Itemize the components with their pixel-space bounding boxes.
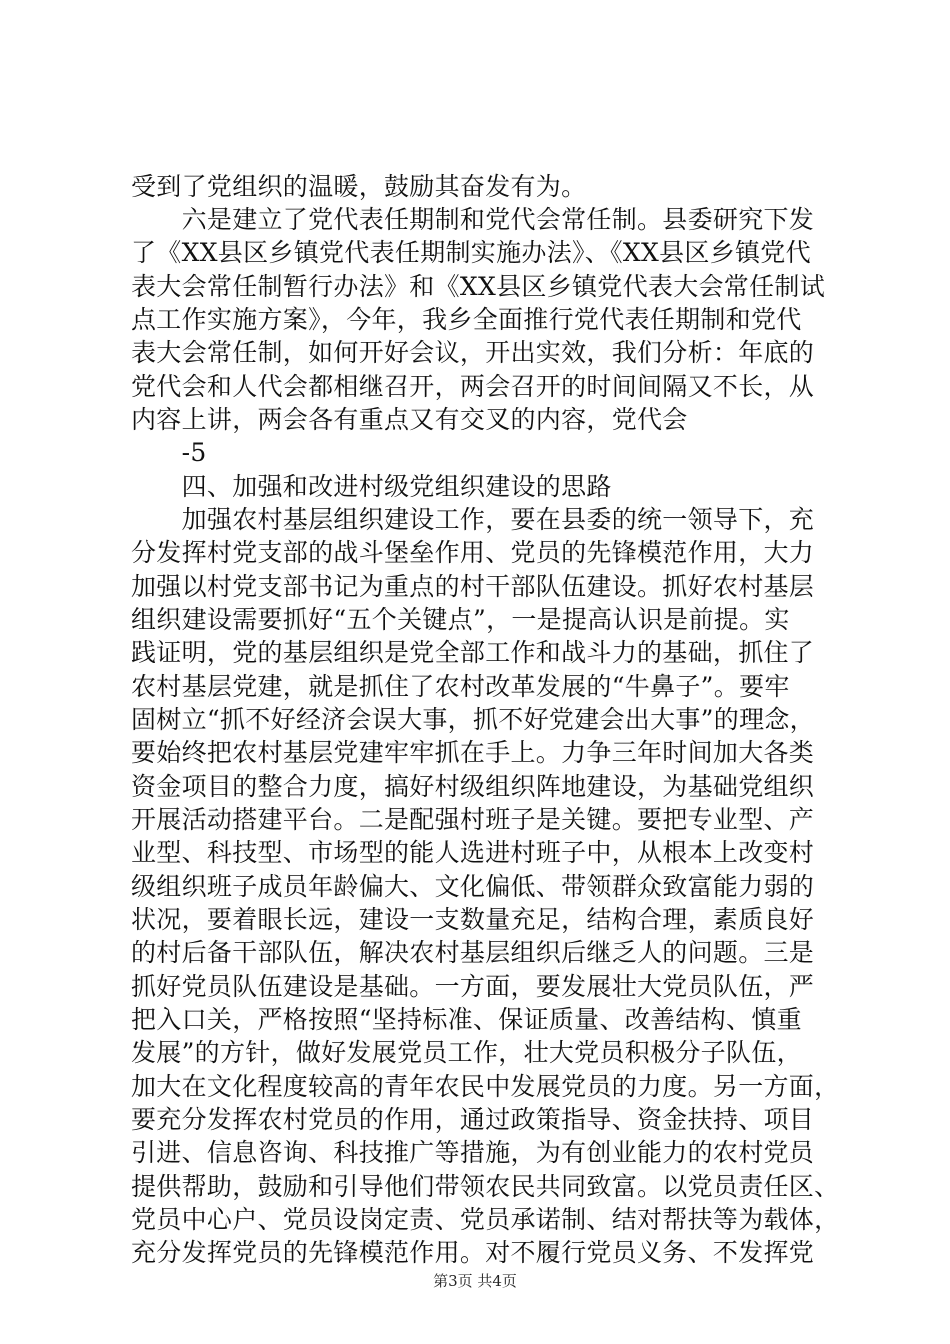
- text-line: 状况，要着眼长远，建设一支数量充足，结构合理，素质良好: [131, 905, 815, 934]
- text-line: 表大会常任制暂行办法》和《XX县区乡镇党代表大会常任制试: [131, 272, 825, 301]
- page-footer: 第3页 共4页: [433, 1272, 517, 1290]
- text-line: 践证明，党的基层组织是党全部工作和战斗力的基础，抓住了: [131, 638, 815, 667]
- text-line: 抓好党员队伍建设是基础。一方面，要发展壮大党员队伍，严: [131, 972, 815, 1001]
- text-line: 内容上讲，两会各有重点又有交叉的内容，党代会: [131, 405, 688, 434]
- text-line: 点工作实施方案》，今年，我乡全面推行党代表任期制和党代: [131, 305, 802, 334]
- text-line: 的村后备干部队伍，解决农村基层组织后继乏人的问题。三是: [131, 938, 815, 967]
- text-line: 充分发挥党员的先锋模范作用。对不履行党员义务、不发挥党: [131, 1238, 815, 1267]
- text-line: 开展活动搭建平台。二是配强村班子是关键。要把专业型、产: [131, 805, 815, 834]
- text-line: 加强农村基层组织建设工作，要在县委的统一领导下，充: [131, 505, 815, 534]
- text-line: 了《XX县区乡镇党代表任期制实施办法》、《XX县区乡镇党代: [131, 238, 811, 267]
- text-line: 级组织班子成员年龄偏大、文化偏低、带领群众致富能力弱的: [131, 872, 815, 901]
- text-line: 要始终把农村基层党建牢牢抓在手上。力争三年时间加大各类: [131, 738, 815, 767]
- section-heading: 四、加强和改进村级党组织建设的思路: [131, 472, 612, 501]
- text-line: 加强以村党支部书记为重点的村干部队伍建设。抓好农村基层: [131, 572, 815, 601]
- page-marker: -5: [131, 438, 207, 467]
- text-line: 引进、信息咨询、科技推广等措施，为有创业能力的农村党员: [131, 1138, 815, 1167]
- text-line: 党代会和人代会都相继召开，两会召开的时间间隔又不长，从: [131, 372, 815, 401]
- text-line: 提供帮助，鼓励和引导他们带领农民共同致富。以党员责任区、: [131, 1172, 840, 1201]
- text-line: 组织建设需要抓好“五个关键点”，一是提高认识是前提。实: [131, 605, 790, 634]
- text-line: 固树立“抓不好经济会误大事，抓不好党建会出大事”的理念，: [131, 705, 815, 734]
- text-line: 加大在文化程度较高的青年农民中发展党员的力度。另一方面，: [131, 1072, 840, 1101]
- text-line: 把入口关，严格按照“坚持标准、保证质量、改善结构、慎重: [131, 1005, 802, 1034]
- text-line: 业型、科技型、市场型的能人选进村班子中，从根本上改变村: [131, 838, 815, 867]
- text-line: 要充分发挥农村党员的作用，通过政策指导、资金扶持、项目: [131, 1105, 815, 1134]
- text-line: 六是建立了党代表任期制和党代会常任制。县委研究下发: [131, 205, 815, 234]
- text-line: 受到了党组织的温暖，鼓励其奋发有为。: [131, 172, 587, 201]
- text-line: 分发挥村党支部的战斗堡垒作用、党员的先锋模范作用，大力: [131, 538, 815, 567]
- text-line: 发展”的方针，做好发展党员工作，壮大党员积极分子队伍，: [131, 1038, 802, 1067]
- text-line: 资金项目的整合力度，搞好村级组织阵地建设，为基础党组织: [131, 772, 815, 801]
- text-line: 农村基层党建，就是抓住了农村改革发展的“牛鼻子”。要牢: [131, 672, 790, 701]
- text-line: 表大会常任制，如何开好会议，开出实效，我们分析：年底的: [131, 338, 815, 367]
- text-line: 党员中心户、党员设岗定责、党员承诺制、结对帮扶等为载体，: [131, 1205, 840, 1234]
